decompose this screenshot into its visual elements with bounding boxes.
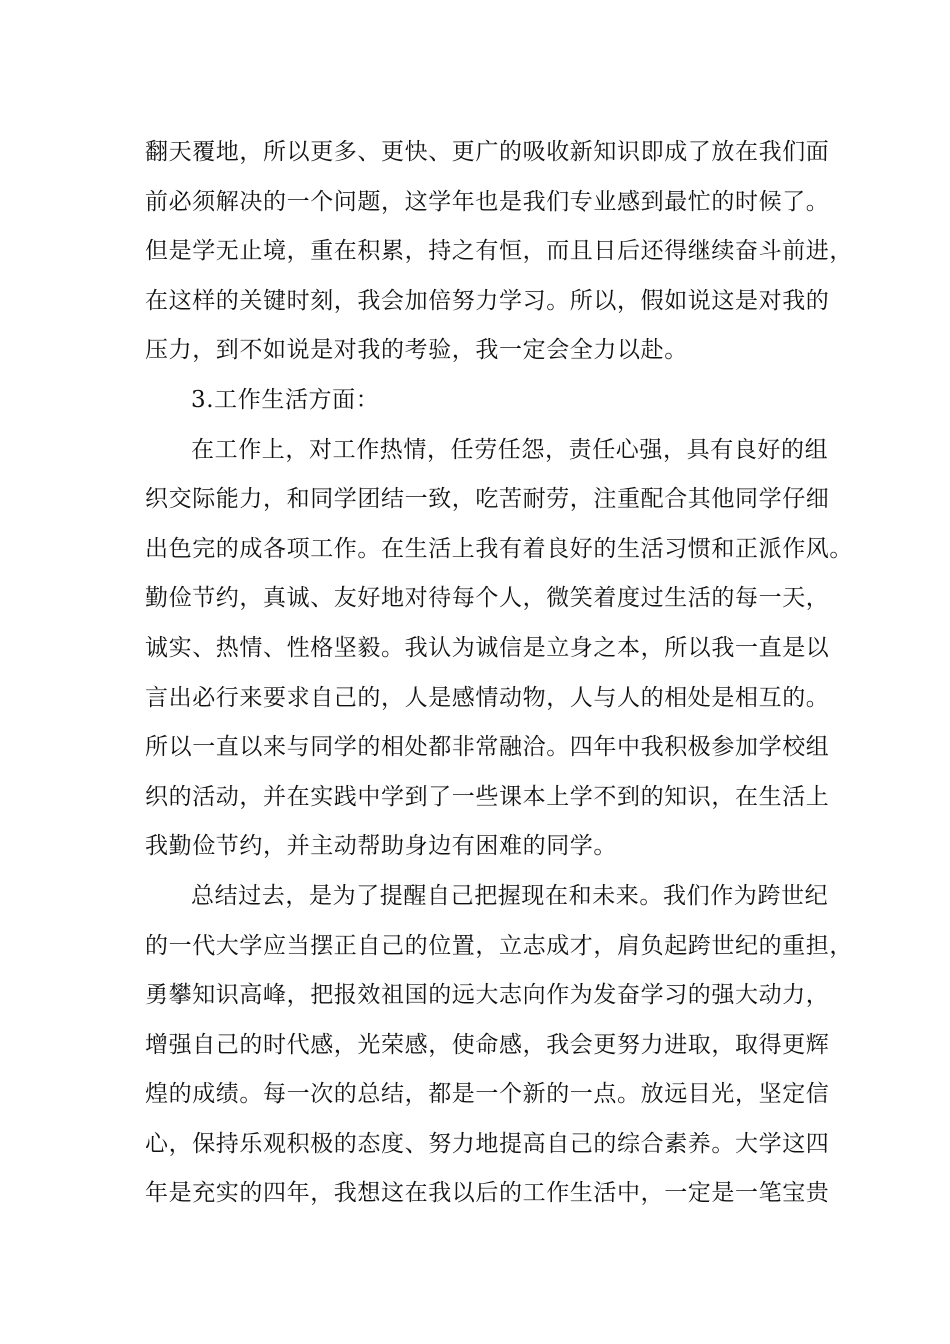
text-line: 所以一直以来与同学的相处都非常融洽。四年中我积极参加学校组 [145,734,830,761]
text-line: 翻天覆地，所以更多、更快、更广的吸收新知识即成了放在我们面 [145,139,830,165]
text-line: 前必须解决的一个问题，这学年也是我们专业感到最忙的时候了。 [145,188,830,215]
body-text [145,128,853,1219]
text-line: 织的活动，并在实践中学到了一些课本上学不到的知识，在生活上 [145,783,830,810]
text-line: 诚实、热情、性格坚毅。我认为诚信是立身之本，所以我一直是以 [145,634,830,661]
text-line: 心，保持乐观积极的态度、努力地提高自己的综合素养。大学这四 [145,1130,830,1157]
text-line: 增强自己的时代感，光荣感，使命感，我会更努力进取，取得更辉 [145,1031,830,1058]
text-line: 在这样的关键时刻，我会加倍努力学习。所以，假如说这是对我的 [145,287,830,314]
text-line: 勇攀知识高峰，把报效祖国的远大志向作为发奋学习的强大动力， [145,982,830,1009]
text-line: 煌的成绩。每一次的总结，都是一个新的一点。放远目光，坚定信 [145,1081,830,1108]
section-heading: 3.工作生活方面： [191,386,380,413]
text-line: 言出必行来要求自己的，人是感情动物，人与人的相处是相互的。 [145,684,830,711]
paragraph-start: 在工作上，对工作热情，任劳任怨，责任心强，具有良好的组 [191,436,829,463]
text-line: 勤俭节约，真诚、友好地对待每个人，微笑着度过生活的每一天， [145,585,830,612]
text-line: 出色完的成各项工作。在生活上我有着良好的生活习惯和正派作风。 [145,535,853,562]
text-line: 的一代大学应当摆正自己的位置，立志成才，肩负起跨世纪的重担， [145,932,853,959]
text-line: 压力，到不如说是对我的考验，我一定会全力以赴。 [145,337,688,364]
text-line: 织交际能力，和同学团结一致，吃苦耐劳，注重配合其他同学仔细 [145,486,830,513]
text-line: 但是学无止境，重在积累，持之有恒，而且日后还得继续奋斗前进， [145,238,853,265]
text-line: 我勤俭节约，并主动帮助身边有困难的同学。 [145,833,617,860]
paragraph-start: 总结过去，是为了提醒自己把握现在和未来。我们作为跨世纪 [191,882,829,909]
text-line: 年是充实的四年，我想这在我以后的工作生活中，一定是一笔宝贵 [145,1180,830,1207]
